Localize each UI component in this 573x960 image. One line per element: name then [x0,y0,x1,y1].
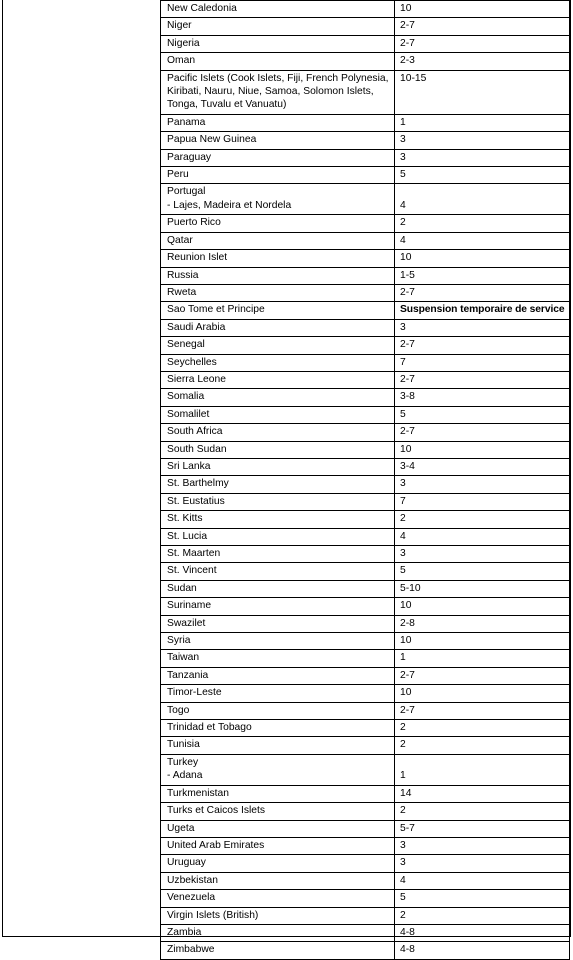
days-cell [395,511,570,528]
table-row [161,942,570,959]
country-cell [161,476,395,493]
country-cell [161,872,395,889]
country-name: St. Maarten [167,548,221,559]
days-value: 3 [400,857,406,869]
days-cell [395,476,570,493]
country-name: Nigeria [167,37,200,49]
country-cell [161,302,395,319]
table-row [161,406,570,423]
table-row [161,167,570,184]
country-name: Tunisia [167,739,200,751]
days-value: 3-4 [400,460,415,472]
days-cell [395,319,570,336]
country-name: St. Vincent [167,565,217,577]
table-row [161,837,570,854]
days-cell [395,132,570,149]
country-name: St. Lucia [167,530,208,542]
country-cell [161,720,395,737]
country-cell [161,250,395,267]
days-value: 1 [400,770,406,782]
country-name: Uruguay [167,857,206,869]
days-value: 10 [400,252,412,264]
table-row [161,149,570,166]
country-cell [161,685,395,702]
delivery-table [160,0,570,960]
country-cell [161,389,395,406]
country-name: St. Barthelmy [167,478,229,490]
table-row [161,319,570,336]
country-cell [161,546,395,563]
days-value: 10-15 [400,72,427,84]
days-value: 2-7 [400,20,415,32]
days-cell [395,302,570,319]
country-cell [161,737,395,754]
days-cell [395,580,570,597]
days-value: 2-3 [400,55,415,67]
days-cell [395,803,570,820]
country-name: Zambia [167,926,202,938]
days-value: 2-7 [400,669,415,681]
days-value: 1-5 [400,269,415,281]
days-value: 1 [400,652,406,664]
days-cell [395,754,570,785]
table-row [161,720,570,737]
table-row [161,114,570,131]
country-cell [161,702,395,719]
table-row [161,633,570,650]
days-cell [395,667,570,684]
country-name: South Sudan [167,443,227,455]
table-row [161,35,570,52]
days-cell [395,389,570,406]
country-name: Senegal [167,339,205,351]
country-cell [161,441,395,458]
days-cell [395,337,570,354]
table-row [161,424,570,441]
table-row [161,70,570,114]
table-row [161,563,570,580]
days-cell [395,167,570,184]
days-value: 5 [400,892,406,904]
country-cell [161,511,395,528]
country-name: Paraguay [167,151,212,163]
country-name: Turkmenistan [167,787,229,799]
country-name: Venezuela [167,892,216,904]
days-value: 4 [400,199,406,211]
days-value: 2-7 [400,37,415,49]
table-row [161,737,570,754]
days-value: 14 [400,787,412,799]
country-cell [161,354,395,371]
table-row [161,184,570,215]
country-name: Timor-Leste [167,687,222,699]
country-cell [161,35,395,52]
table-row [161,855,570,872]
table-body [161,1,570,960]
table-row [161,803,570,820]
country-name: Pacific Islets (Cook Islets, Fiji, French Polynesia, Kiribati, Nauru, Niue, Samoa, Solomon Islets, Tonga, Tuvalu et Vanuatu) [167,72,389,111]
country-name: Syria [167,635,191,647]
country-cell [161,70,395,114]
country-cell [161,267,395,284]
table-row [161,389,570,406]
country-cell [161,563,395,580]
days-cell [395,424,570,441]
country-name: Uzbekistan [167,874,218,886]
days-value: 2 [400,217,406,229]
days-cell [395,615,570,632]
table-row [161,598,570,615]
table-row [161,511,570,528]
table-row [161,785,570,802]
days-value: 2 [400,722,406,734]
country-sub-region: - Lajes, Madeira et Nordela [167,199,292,211]
days-cell [395,284,570,301]
country-name: Tanzania [167,669,209,681]
days-value: 3 [400,478,406,490]
country-name: Papua New Guinea [167,134,257,146]
days-cell [395,528,570,545]
country-name: Somalilet [167,408,210,420]
days-cell [395,406,570,423]
days-value: 4 [400,234,406,246]
table-row [161,354,570,371]
country-cell [161,149,395,166]
spacer [400,756,564,769]
country-cell [161,785,395,802]
days-cell [395,685,570,702]
table-row [161,53,570,70]
country-cell [161,18,395,35]
days-cell [395,114,570,131]
days-value: 2 [400,909,406,921]
table-row [161,18,570,35]
country-cell [161,184,395,215]
days-value: 10 [400,635,412,647]
days-value: 3 [400,839,406,851]
table-row [161,872,570,889]
table-row [161,458,570,475]
country-cell [161,167,395,184]
country-cell [161,855,395,872]
days-cell [395,546,570,563]
country-name: Swazilet [167,617,206,629]
days-value: 2-7 [400,704,415,716]
country-cell [161,667,395,684]
country-name: Somalia [167,391,205,403]
days-value: 2 [400,513,406,525]
table-row [161,924,570,941]
country-sub-region: - Adana [167,770,203,782]
days-value: 2-7 [400,373,415,385]
days-value: 5-7 [400,822,415,834]
table-row [161,284,570,301]
country-cell [161,528,395,545]
country-name: Qatar [167,234,193,246]
table-row [161,250,570,267]
table-row [161,907,570,924]
days-value: 4-8 [400,926,415,938]
country-name: Taiwan [167,652,200,664]
country-name: Ugeta [167,822,195,834]
days-cell [395,872,570,889]
country-name: South Africa [167,426,223,438]
country-cell [161,337,395,354]
table-row [161,615,570,632]
country-cell [161,820,395,837]
days-value: 5 [400,408,406,420]
spacer [400,185,564,198]
country-name: Virgin Islets (British) [167,909,259,921]
days-value: 3 [400,151,406,163]
days-value: 3 [400,548,406,559]
country-name: Sao Tome et Principe [167,304,265,316]
country-name: Seychelles [167,356,217,368]
days-value: 2-7 [400,339,415,351]
table-row [161,754,570,785]
days-value: 10 [400,687,412,699]
country-cell [161,890,395,907]
country-name: Zimbabwe [167,944,215,956]
country-cell [161,132,395,149]
days-value: 2 [400,805,406,817]
days-cell [395,907,570,924]
country-name: St. Eustatius [167,495,225,507]
days-cell [395,820,570,837]
days-value: 10 [400,600,412,612]
table-row [161,232,570,249]
country-cell [161,493,395,510]
days-cell [395,720,570,737]
country-name: Rweta [167,286,197,298]
country-name: Sri Lanka [167,460,211,472]
table-row [161,702,570,719]
country-name: Oman [167,55,196,67]
country-name: Russia [167,269,199,281]
days-cell [395,837,570,854]
country-cell [161,319,395,336]
country-cell [161,371,395,388]
days-value: 5 [400,565,406,577]
country-cell [161,924,395,941]
table-row [161,667,570,684]
table-row [161,650,570,667]
days-cell [395,1,570,18]
country-name: Reunion Islet [167,252,228,264]
days-value: 5-10 [400,582,421,594]
country-name: Saudi Arabia [167,321,226,333]
days-cell [395,250,570,267]
days-value: 3-8 [400,391,415,403]
table-row [161,820,570,837]
days-value: 1 [400,116,406,128]
country-cell [161,633,395,650]
country-name: Trinidad et Tobago [167,722,252,734]
days-cell [395,267,570,284]
country-cell [161,580,395,597]
country-cell [161,424,395,441]
days-value: 10 [400,3,412,14]
country-name: St. Kitts [167,513,203,525]
days-cell [395,149,570,166]
country-cell [161,615,395,632]
country-name: Suriname [167,600,212,612]
table-row [161,546,570,563]
country-name: Portugal [167,186,206,198]
table-row [161,215,570,232]
country-cell [161,53,395,70]
table-row [161,890,570,907]
country-name: New Caledonia [167,3,237,14]
table-row [161,302,570,319]
days-cell [395,232,570,249]
days-cell [395,702,570,719]
days-value: 2-8 [400,617,415,629]
days-value: 4-8 [400,944,415,956]
days-cell [395,650,570,667]
days-cell [395,458,570,475]
days-cell [395,35,570,52]
country-name: Togo [167,704,190,716]
days-cell [395,598,570,615]
days-cell [395,563,570,580]
days-value: 7 [400,495,406,507]
days-cell [395,633,570,650]
days-value: 10 [400,443,412,455]
country-cell [161,458,395,475]
table-row [161,337,570,354]
table-row [161,685,570,702]
country-name: Niger [167,20,192,32]
table-row [161,1,570,18]
country-cell [161,754,395,785]
days-value: 7 [400,356,406,368]
days-cell [395,70,570,114]
table-row [161,476,570,493]
table-row [161,580,570,597]
table-row [161,493,570,510]
country-name: Puerto Rico [167,217,221,229]
country-cell [161,232,395,249]
country-name: Peru [167,169,189,181]
country-cell [161,907,395,924]
days-cell [395,371,570,388]
days-cell [395,18,570,35]
days-value: 2-7 [400,426,415,438]
days-cell [395,354,570,371]
country-cell [161,406,395,423]
table-row [161,132,570,149]
days-value: 3 [400,134,406,146]
country-cell [161,215,395,232]
country-name: Panama [167,116,206,128]
days-cell [395,493,570,510]
days-value: 4 [400,874,406,886]
days-value: 4 [400,530,406,542]
country-name: Sudan [167,582,197,594]
days-cell [395,890,570,907]
table-row [161,441,570,458]
country-name: Turkey [167,756,199,768]
country-cell [161,114,395,131]
country-cell [161,650,395,667]
days-cell [395,785,570,802]
country-cell [161,598,395,615]
country-name: Sierra Leone [167,373,226,385]
days-cell [395,855,570,872]
days-value: 2-7 [400,286,415,298]
table-row [161,528,570,545]
days-value: 3 [400,321,406,333]
country-cell [161,1,395,18]
country-name: Turks et Caicos Islets [167,805,266,817]
service-status: Suspension temporaire de service [400,304,565,316]
days-cell [395,924,570,941]
days-value: 2 [400,739,406,751]
days-cell [395,184,570,215]
country-cell [161,284,395,301]
table-row [161,371,570,388]
days-cell [395,942,570,959]
days-value: 5 [400,169,406,181]
days-cell [395,737,570,754]
days-cell [395,215,570,232]
country-cell [161,837,395,854]
days-cell [395,53,570,70]
table-row [161,267,570,284]
country-cell [161,942,395,959]
country-cell [161,803,395,820]
days-cell [395,441,570,458]
country-name: United Arab Emirates [167,839,265,851]
